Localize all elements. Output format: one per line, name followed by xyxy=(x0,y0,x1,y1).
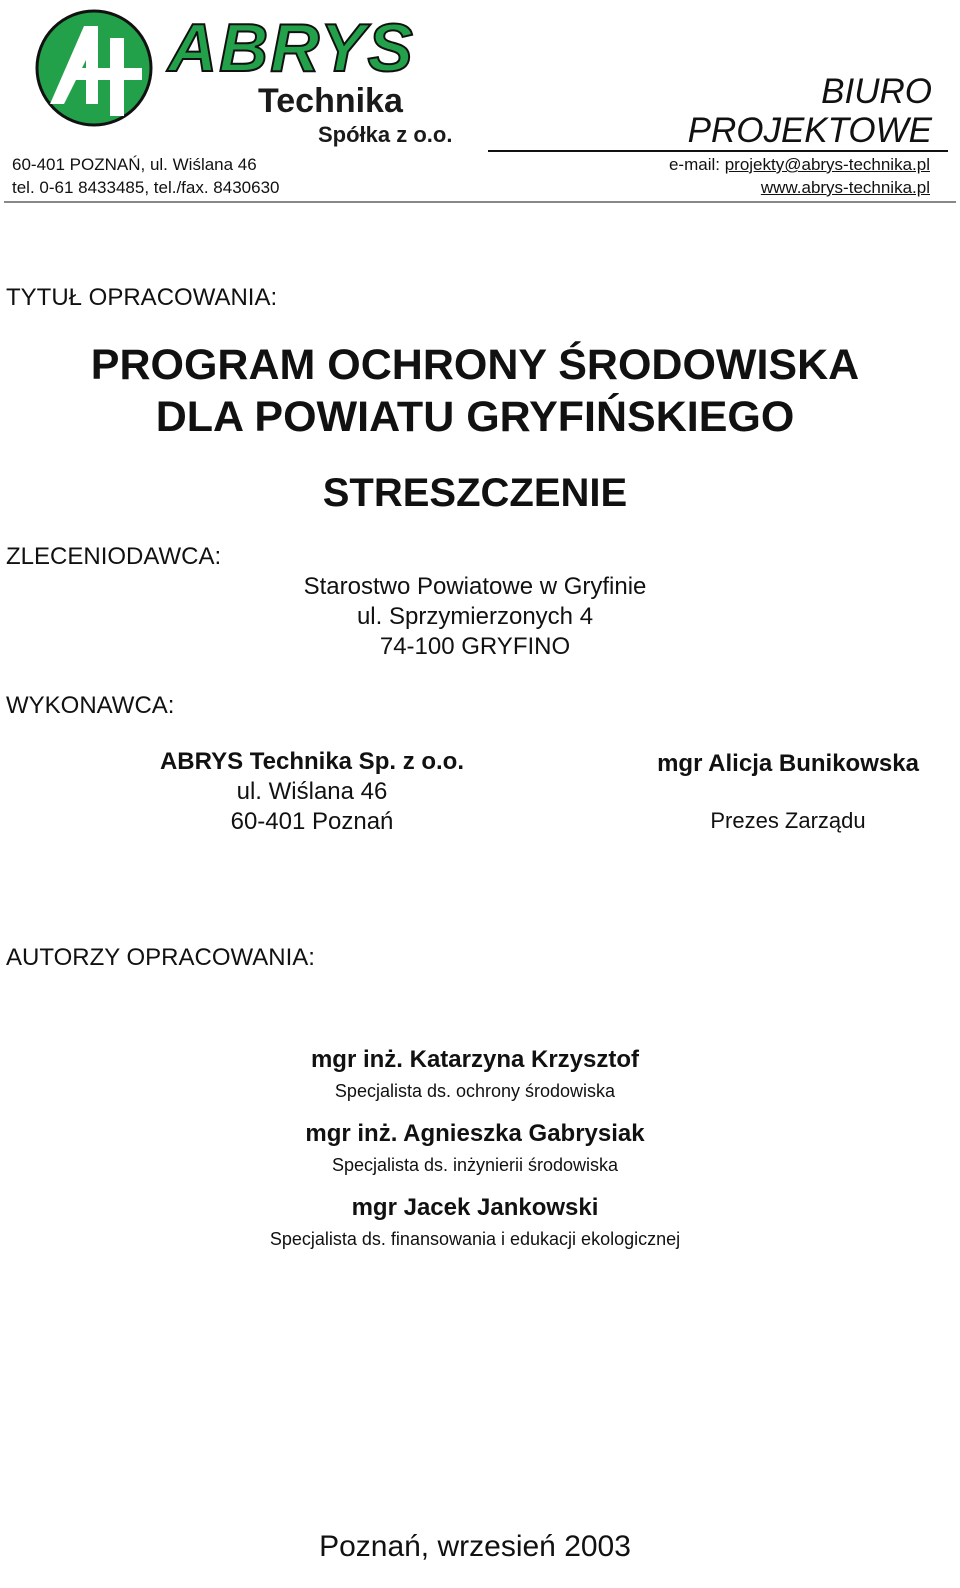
abrys-logo-mark xyxy=(32,8,162,128)
client-line2: ul. Sprzymierzonych 4 xyxy=(356,603,594,630)
author-name: mgr inż. Agnieszka Gabrysiak xyxy=(305,1120,645,1147)
representative-role: Prezes Zarządu xyxy=(710,808,866,833)
representative-name: mgr Alicja Bunikowska xyxy=(657,750,919,777)
header-divider xyxy=(4,201,956,203)
contractor-block xyxy=(112,747,512,837)
address-line2: tel. 0-61 8433485, tel./fax. 8430630 xyxy=(12,178,280,197)
document-title-line1: PROGRAM OCHRONY ŚRODOWISKA xyxy=(90,341,860,389)
email-prefix: e-mail: xyxy=(668,155,725,174)
company-contact xyxy=(669,153,930,199)
contractor-city: 60-401 Poznań xyxy=(230,808,394,835)
author-role: Specjalista ds. finansowania i edukacji ekologicznej xyxy=(269,1229,681,1249)
author-name: mgr inż. Katarzyna Krzysztof xyxy=(310,1046,640,1073)
contractor-street: ul. Wiślana 46 xyxy=(236,778,388,805)
www-row xyxy=(669,176,930,199)
title-label: TYTUŁ OPRACOWANIA: xyxy=(6,284,278,311)
contractor-name: ABRYS Technika Sp. z o.o. xyxy=(159,748,465,775)
client-block xyxy=(250,572,700,662)
logo-company-form: Spółka z o.o. xyxy=(318,122,453,147)
office-title-line1: BIURO xyxy=(821,72,932,111)
author-role: Specjalista ds. ochrony środowiska xyxy=(334,1081,616,1101)
authors-list xyxy=(180,1043,770,1253)
email-row xyxy=(669,153,930,176)
authors-label: AUTORZY OPRACOWANIA: xyxy=(6,944,315,971)
logo-sub-text: Technika xyxy=(258,82,403,120)
document-title-line2: DLA POWIATU GRYFIŃSKIEGO xyxy=(155,393,795,441)
client-line3: 74-100 GRYFINO xyxy=(379,633,571,660)
logo-brand-text: ABRYS xyxy=(168,10,415,86)
contractor-representative xyxy=(620,749,956,836)
client-label: ZLECENIODAWCA: xyxy=(6,543,222,570)
document-subtitle: STRESZCZENIE xyxy=(322,471,628,515)
email-link[interactable]: projekty@abrys-technika.pl xyxy=(724,155,930,174)
contractor-label: WYKONAWCA: xyxy=(6,692,175,719)
company-address xyxy=(12,153,279,199)
author-role: Specjalista ds. inżynierii środowiska xyxy=(331,1155,619,1175)
place-date: Poznań, wrzesień 2003 xyxy=(319,1530,631,1563)
author-name: mgr Jacek Jankowski xyxy=(351,1194,599,1221)
client-line1: Starostwo Powiatowe w Gryfinie xyxy=(303,573,647,600)
office-divider xyxy=(488,150,948,152)
website-link[interactable]: www.abrys-technika.pl xyxy=(760,178,930,197)
office-title-line2: PROJEKTOWE xyxy=(687,111,932,150)
office-title xyxy=(688,72,932,150)
address-line1: 60-401 POZNAŃ, ul. Wiślana 46 xyxy=(12,155,257,174)
